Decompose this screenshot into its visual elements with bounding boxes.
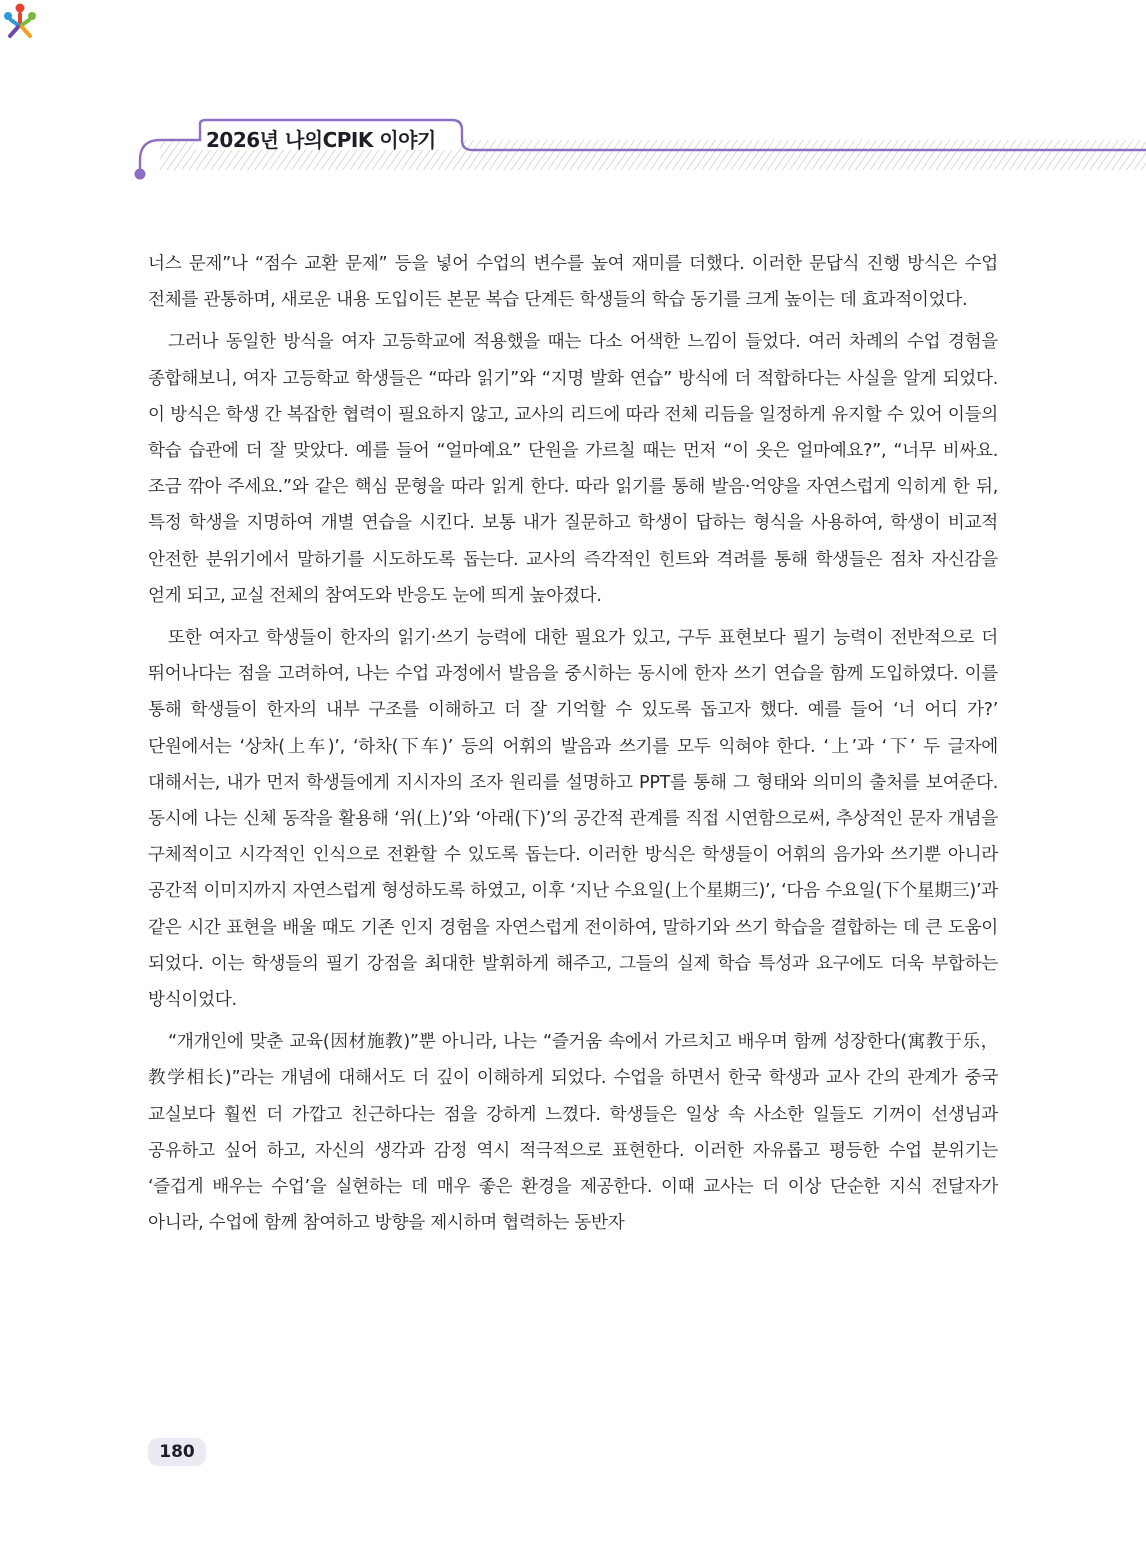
paragraph-2: 그러나 동일한 방식을 여자 고등학교에 적용했을 때는 다소 어색한 느낌이 들었다. 여러 차례의 수업 경험을 종합해보니, 여자 고등학교 학생들은 “따라 읽기”와 “지명 발화 연습” 방식에 더 적합하다는 사실을 알게 되었다. 이 방식은 학생 간 복잡한 협력이 필요하지 않고, 교사의 리드에 따라 전체 리듬을 일정하게 유지할 수 있어 이들의 학습 습관에 더 잘 맞았다. 예를 들어 “얼마예요” 단원을 가르칠 때는 먼저 “이 옷은 얼마예요?”, “너무 비싸요. 조금 깎아 주세요.”와 같은 핵심 문형을 따라 읽게 한다. 따라 읽기를 통해 발음·억양을 자연스럽게 익히게 한 뒤, 특정 학생을 지명하여 개별 연습을 시킨다. 보통 내가 질문하고 학생이 답하는 형식을 사용하여, 학생이 비교적 안전한 분위기에서 말하기를 시도하도록 돕는다. 교사의 즉각적인 힌트와 격려를 통해 학생들은 점차 자신감을 얻게 되고, 교실 전체의 참여도와 반응도 눈에 띄게 높아졌다. (148, 332, 998, 606)
people-star-logo-icon (0, 0, 40, 40)
article-body (148, 246, 998, 1247)
paragraph-4: “개개인에 맞춘 교육(因材施教)”뿐 아니라, 나는 “즐거움 속에서 가르치고 배우며 함께 성장한다(寓教于乐，教学相长)”라는 개념에 대해서도 더 깊이 이해하게 되었다. 수업을 하면서 한국 학생과 교사 간의 관계가 중국 교실보다 훨씬 더 가깝고 친근하다는 점을 강하게 느꼈다. 학생들은 일상 속 사소한 일들도 기꺼이 선생님과 공유하고 싶어 하고, 자신의 생각과 감정 역시 적극적으로 표현한다. 이러한 자유롭고 평등한 수업 분위기는 ‘즐겁게 배우는 수업’을 실현하는 데 매우 좋은 환경을 제공한다. 이때 교사는 더 이상 단순한 지식 전달자가 아니라, 수업에 함께 참여하고 방향을 제시하며 협력하는 동반자 (148, 1032, 998, 1234)
header-decoration (0, 0, 1146, 200)
paragraph-1: 너스 문제”나 “점수 교환 문제” 등을 넣어 수업의 변수를 높여 재미를 더했다. 이러한 문답식 진행 방식은 수업 전체를 관통하며, 새로운 내용 도입이든 본문 복습 단계든 학생들의 학습 동기를 크게 높이는 데 효과적이었다. (148, 254, 998, 311)
paragraph-3: 또한 여자고 학생들이 한자의 읽기·쓰기 능력에 대한 필요가 있고, 구두 표현보다 필기 능력이 전반적으로 더 뛰어나다는 점을 고려하여, 나는 수업 과정에서 발음을 중시하는 동시에 한자 쓰기 연습을 함께 도입하였다. 이를 통해 학생들이 한자의 내부 구조를 이해하고 더 잘 기억할 수 있도록 돕고자 했다. 예를 들어 ‘너 어디 가?’ 단원에서는 ‘상차(上车)’, ‘하차(下车)’ 등의 어휘의 발음과 쓰기를 모두 익혀야 한다. ‘上’과 ‘下’ 두 글자에 대해서는, 내가 먼저 학생들에게 지시자의 조자 원리를 설명하고 PPT를 통해 그 형태와 의미의 출처를 보여준다. 동시에 나는 신체 동작을 활용해 ‘위(上)’와 ‘아래(下)’의 공간적 관계를 직접 시연함으로써, 추상적인 문자 개념을 구체적이고 시각적인 인식으로 전환할 수 있도록 돕는다. 이러한 방식은 학생들이 어휘의 음가와 쓰기뿐 아니라 공간적 이미지까지 자연스럽게 형성하도록 하였고, 이후 ‘지난 수요일(上个星期三)’, ‘다음 수요일(下个星期三)’과 같은 시간 표현을 배울 때도 기존 인지 경험을 자연스럽게 전이하여, 말하기와 쓰기 학습을 결합하는 데 큰 도움이 되었다. 이는 학생들의 필기 강점을 최대한 발휘하게 해주고, 그들의 실제 학습 특성과 요구에도 더욱 부합하는 방식이었다. (148, 628, 998, 1011)
header-title: 2026년 나의CPIK 이야기 (206, 128, 436, 152)
accent-dot (135, 169, 146, 180)
page-header (0, 0, 1146, 200)
page-number: 180 (148, 1438, 206, 1466)
